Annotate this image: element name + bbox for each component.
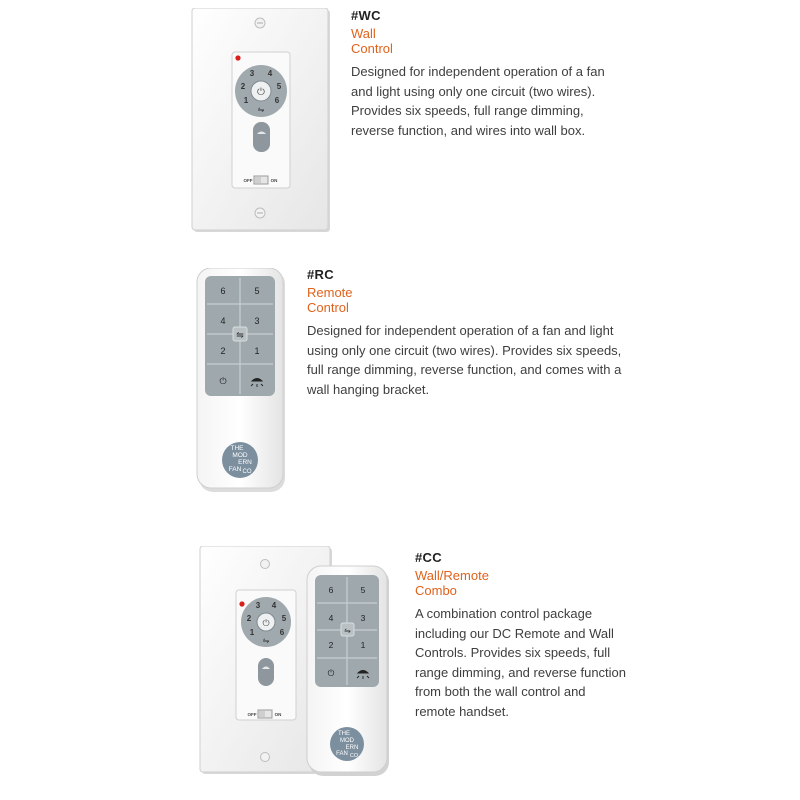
dial-number[interactable]: 3: [255, 601, 261, 610]
product-description: A combination control package including our DC Remote and Wall Controls. Provides six speeds, full range dimming, and reverse function from both the wall control and remote handset.: [415, 606, 627, 719]
dial-number[interactable]: 2: [246, 614, 252, 623]
speed-key[interactable]: 5: [254, 286, 260, 296]
screw-icon: [261, 753, 270, 762]
speed-key[interactable]: 3: [360, 613, 366, 623]
svg-text:THE: THE: [230, 445, 244, 452]
dial-number[interactable]: 1: [249, 628, 255, 637]
dial-number[interactable]: 2: [240, 82, 246, 91]
speed-key[interactable]: 1: [360, 640, 366, 650]
svg-text:MOD: MOD: [340, 738, 354, 744]
product-description: Designed for independent operation of a fan and light using only one circuit (two wires). Provides six speeds, full range dimming, reverse function, and wires into wall box.: [351, 64, 605, 138]
product-name: Wall Control: [351, 26, 393, 56]
svg-text:CO: CO: [349, 753, 359, 759]
reverse-icon: ⇋: [344, 626, 351, 635]
svg-text:ERN: ERN: [238, 459, 252, 466]
product-code: #WC: [351, 8, 381, 23]
switch-on-label: ON: [270, 178, 278, 183]
dial-number[interactable]: 4: [267, 69, 273, 78]
speed-key[interactable]: 2: [220, 346, 226, 356]
power-icon: ⏻: [257, 87, 265, 98]
speed-key[interactable]: 6: [328, 585, 334, 595]
speed-key[interactable]: 5: [360, 585, 366, 595]
wall-control-image: [190, 8, 335, 236]
power-icon: ⏻: [262, 618, 270, 628]
dial-number[interactable]: 6: [279, 628, 285, 637]
speed-key[interactable]: 1: [254, 346, 260, 356]
product-description: Designed for independent operation of a fan and light using only one circuit (two wires). Provides six speeds, full range dimming, reverse function, and comes with a wall hanging bracket.: [307, 323, 622, 397]
combo-image: [198, 546, 390, 778]
product-name: Remote Control: [307, 285, 353, 315]
indicator-light: [239, 601, 244, 606]
speed-key[interactable]: 4: [220, 316, 226, 326]
svg-text:FAN: FAN: [336, 751, 348, 757]
product-code: #RC: [307, 267, 334, 282]
switch-off-label: OFF: [243, 178, 253, 183]
svg-text:CO: CO: [242, 469, 252, 475]
dial-number[interactable]: 4: [271, 601, 277, 610]
speed-key[interactable]: 6: [220, 286, 226, 296]
dial-number[interactable]: 5: [276, 82, 282, 91]
svg-text:THE: THE: [338, 731, 350, 737]
reverse-icon: ⇋: [236, 330, 244, 340]
dial-number[interactable]: 1: [243, 96, 249, 105]
reverse-icon[interactable]: ⇋: [262, 636, 270, 645]
power-icon[interactable]: ⏻: [327, 668, 335, 678]
light-button[interactable]: [258, 658, 274, 686]
dial-number[interactable]: 5: [281, 614, 287, 623]
speed-key[interactable]: 3: [254, 316, 260, 326]
dial-number[interactable]: 6: [274, 96, 280, 105]
dial-number[interactable]: 3: [249, 69, 255, 78]
product-code: #CC: [415, 550, 442, 565]
remote-control-image: [196, 268, 288, 494]
switch-on-label: ON: [274, 712, 282, 717]
switch-off-label: OFF: [247, 712, 257, 717]
speed-key[interactable]: 4: [328, 613, 334, 623]
reverse-icon[interactable]: ⇋: [257, 105, 265, 114]
power-icon[interactable]: ⏻: [219, 376, 227, 386]
screw-icon: [261, 560, 270, 569]
product-name: Wall/Remote Combo: [415, 568, 489, 598]
svg-text:ERN: ERN: [345, 745, 359, 751]
svg-text:FAN: FAN: [228, 466, 242, 473]
light-button[interactable]: [253, 122, 270, 152]
speed-key[interactable]: 2: [328, 640, 334, 650]
svg-text:MOD: MOD: [232, 452, 248, 459]
indicator-light: [235, 55, 240, 60]
